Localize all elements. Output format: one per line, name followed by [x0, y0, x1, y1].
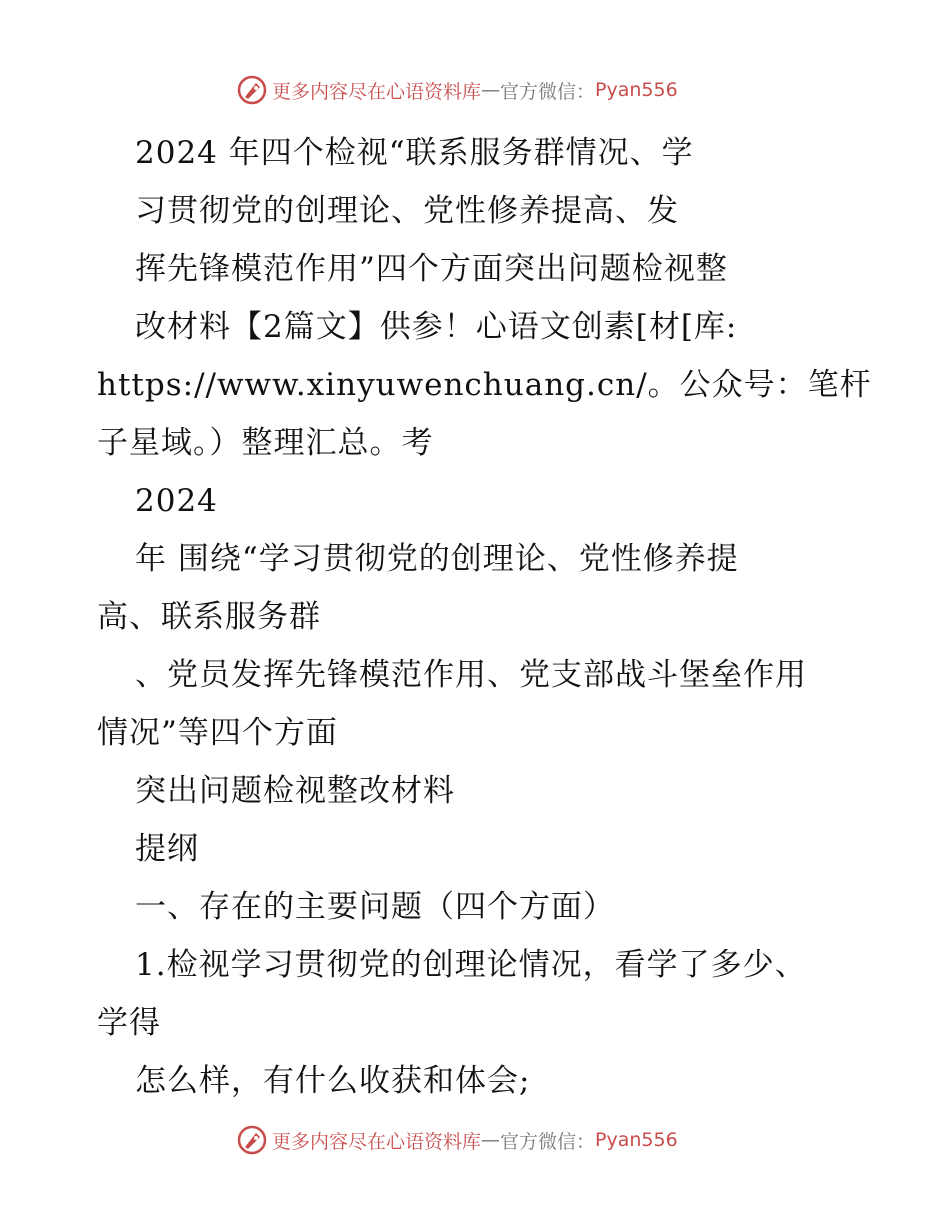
banner-text: 更多内容尽在心语资料库 — [272, 80, 482, 103]
banner-wechat-id: Pyan556 — [595, 1129, 678, 1151]
banner-separator: — — [481, 79, 501, 101]
text-line: 改材料【2篇文】供参！心语文创素[材[库: — [135, 309, 738, 345]
header-watermark-banner — [236, 72, 756, 108]
text-line: 高、联系服务群 — [97, 599, 321, 635]
text-line: 子星域。）整理汇总。考 — [97, 425, 434, 461]
document-body — [0, 124, 950, 1110]
text-line: 年 围绕“学习贯彻党的创理论、党性修养提 — [135, 541, 739, 577]
pen-nib-logo-icon — [236, 1124, 268, 1156]
text-line: 1.检视学习贯彻党的创理论情况，看学了多少、 — [135, 947, 807, 983]
footer-watermark-banner — [236, 1122, 756, 1158]
text-line: 习贯彻党的创理论、党性修养提高、发 — [135, 193, 679, 229]
text-line: 2024 年四个检视“联系服务群情况、学 — [135, 135, 694, 171]
text-line: 、党员发挥先锋模范作用、党支部战斗堡垒作用 — [135, 657, 807, 693]
pen-nib-logo-icon — [236, 74, 268, 106]
text-line: 挥先锋模范作用”四个方面突出问题检视整 — [135, 251, 728, 287]
banner-wechat-label: 官方微信： — [500, 80, 596, 103]
text-line: 怎么样，有什么收获和体会; — [135, 1063, 531, 1099]
text-line: 2024 — [135, 483, 218, 519]
banner-separator: — — [481, 1129, 501, 1151]
text-line: 学得 — [97, 1005, 161, 1041]
banner-wechat-id: Pyan556 — [595, 79, 678, 101]
section-heading: 一、存在的主要问题（四个方面） — [135, 889, 615, 925]
text-line: 突出问题检视整改材料 — [135, 773, 455, 809]
text-line: 情况”等四个方面 — [97, 715, 338, 751]
text-line: https://www.xinyuwenchuang.cn/。公众号：笔杆 — [97, 367, 872, 403]
text-line: 提纲 — [135, 831, 199, 867]
banner-text: 更多内容尽在心语资料库 — [272, 1130, 482, 1153]
banner-wechat-label: 官方微信： — [500, 1130, 596, 1153]
